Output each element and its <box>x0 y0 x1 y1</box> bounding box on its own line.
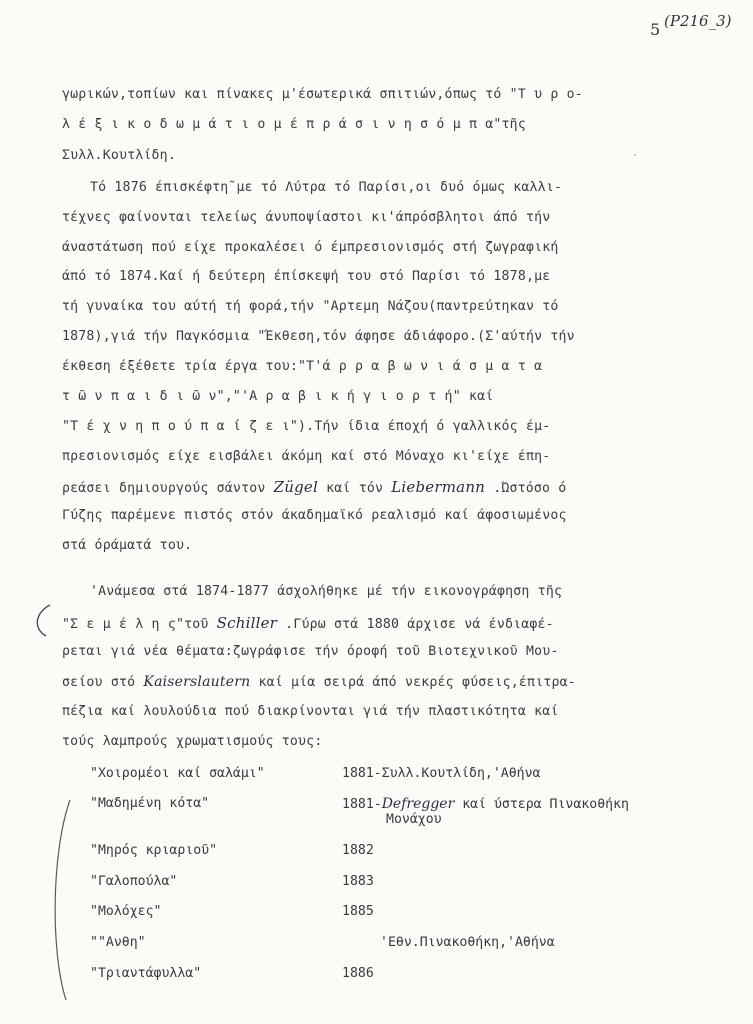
handwritten-liebermann: Liebermann <box>391 478 486 496</box>
work-title: "Μηρός κριαριοῦ" <box>90 843 218 858</box>
margin-bracket-paragraph <box>37 605 50 636</box>
text-line: τούς λαμπρούς χρωματισμούς τους: <box>62 734 323 749</box>
text-line: 'Ανάμεσα στά 1874-1877 άσχολήθηκε μέ τήν εικονογράφηση τῆς <box>90 584 563 599</box>
handwritten-defregger: Defregger <box>381 796 455 812</box>
archive-reference: (P216_3) <box>664 12 732 30</box>
typed-segment: .Γύρω στά 1880 άρχισε νά ένδιαφέ- <box>285 617 554 632</box>
page-number: 5 <box>650 20 661 39</box>
typed-segment: ρεάσει δημιουργούς σάντον <box>62 481 266 496</box>
text-line: λ έ ξ ι κ ο δ ω μ ά τ ι ο μ έ π ρ ά σ ι ν η σ ό μ π α"τῆς <box>62 117 526 132</box>
typed-segment: καί ύστερα Πινακοθήκη <box>454 797 629 812</box>
work-info: 'Εθν.Πινακοθήκη,'Αθήνα <box>380 935 555 950</box>
work-info <box>342 796 629 812</box>
typed-segment: σείου στό <box>62 675 136 690</box>
typed-segment: .Ώστόσο ό <box>493 481 567 496</box>
work-title: "Τριαντάφυλλα" <box>90 966 202 981</box>
work-title: "Χοιρομέοι καί σαλάμι" <box>90 766 265 781</box>
paper-speck: · <box>632 150 639 161</box>
margin-bracket-works <box>55 800 70 1000</box>
handwritten-zugel: Zügel <box>273 478 318 496</box>
work-title: "Μαδημένη κότα" <box>90 796 210 811</box>
work-year: 1883 <box>342 874 374 889</box>
typed-segment: "Σ ε μ έ λ η ς"τοῦ <box>62 617 209 632</box>
text-line: "Τ έ χ ν η π ο ύ π α ί ζ ε ι").Τήν ίδια έποχή ό γαλλικός έμ- <box>62 419 551 434</box>
text-line: Συλλ.Κουτλίδη. <box>62 148 176 163</box>
work-year: 1886 <box>342 966 374 981</box>
typed-segment: 1881- <box>342 797 382 812</box>
typed-segment: καί τόν <box>326 481 384 496</box>
text-line: γωρικών,τοπίων και πίνακες μ'έσωτερικά σπιτιών,όπως τό "Τ υ ρ ο- <box>62 87 583 102</box>
typed-segment: καί μία σειρά άπό νεκρές φύσεις,έπιτρα- <box>258 675 576 690</box>
work-info: 1881-Συλλ.Κουτλίδη,'Αθήνα <box>342 766 541 781</box>
text-line: Γύζης παρέμενε πιστός στόν άκαδημαϊκό ρεαλισμό καί άφοσιωμένος <box>62 508 567 523</box>
text-line: άπό τό 1874.Καί ή δεύτερη έπίσκεψή του στό Παρίσι τό 1878,με <box>62 269 551 284</box>
text-line: έκθεση έξέθετε τρία έργα του:"Τ'ά ρ ρ α β ω ν ι ά σ μ α τ α <box>62 359 543 374</box>
text-line: ρεται γιά νέα θέματα:ζωγράφισε τήν όροφή τοῦ Βιοτεχνικοῦ Μου- <box>62 644 559 659</box>
work-info-continued: Μονάχου <box>386 812 442 827</box>
text-line: πρεσιονισμός είχε εισβάλει άκόμη καί στό Μόναχο κι'είχε έπη- <box>62 449 551 464</box>
handwritten-schiller: Schiller <box>216 614 278 632</box>
text-line: Τό 1876 έπισκέφτη̃ με τό Λύτρα τό Παρίσι,οι δυό όμως καλλι- <box>90 180 563 195</box>
handwritten-kaiserslautern: Kaiserslautern <box>143 674 251 690</box>
text-line: τ ῶ ν π α ι δ ι ῶ ν","'Α ρ α β ι κ ή γ ι ο ρ τ ή" καί <box>62 389 494 404</box>
work-title: "Γαλοπούλα" <box>90 874 178 889</box>
text-line: άναστάτωση πού είχε προκαλέσει ό έμπρεσιονισμός στή ζωγραφική <box>62 240 559 255</box>
work-year: 1882 <box>342 843 374 858</box>
text-line: τή γυναίκα του αύτή τή φορά,τήν "Αρτεμη Νάζου(παντρεύτηκαν τό <box>62 299 559 314</box>
text-line: πέζια καί λουλούδια πού διακρίνονται γιά τήν πλαστικότητα καί <box>62 704 559 719</box>
text-line: στά όράματά του. <box>62 538 193 553</box>
text-line: 1878),γιά τήν Παγκόσμια "Έκθεση,τόν άφησε άδιάφορο.(Σ'αύτήν τήν <box>62 329 575 344</box>
work-title: ""Ανθη" <box>90 935 146 950</box>
text-line: τέχνες φαίνονται τελείως άνυποψίαστοι κι'άπρόσβλητοι άπό τήν <box>62 210 551 225</box>
work-title: "Μολόχες" <box>90 904 162 919</box>
work-year: 1885 <box>342 904 374 919</box>
